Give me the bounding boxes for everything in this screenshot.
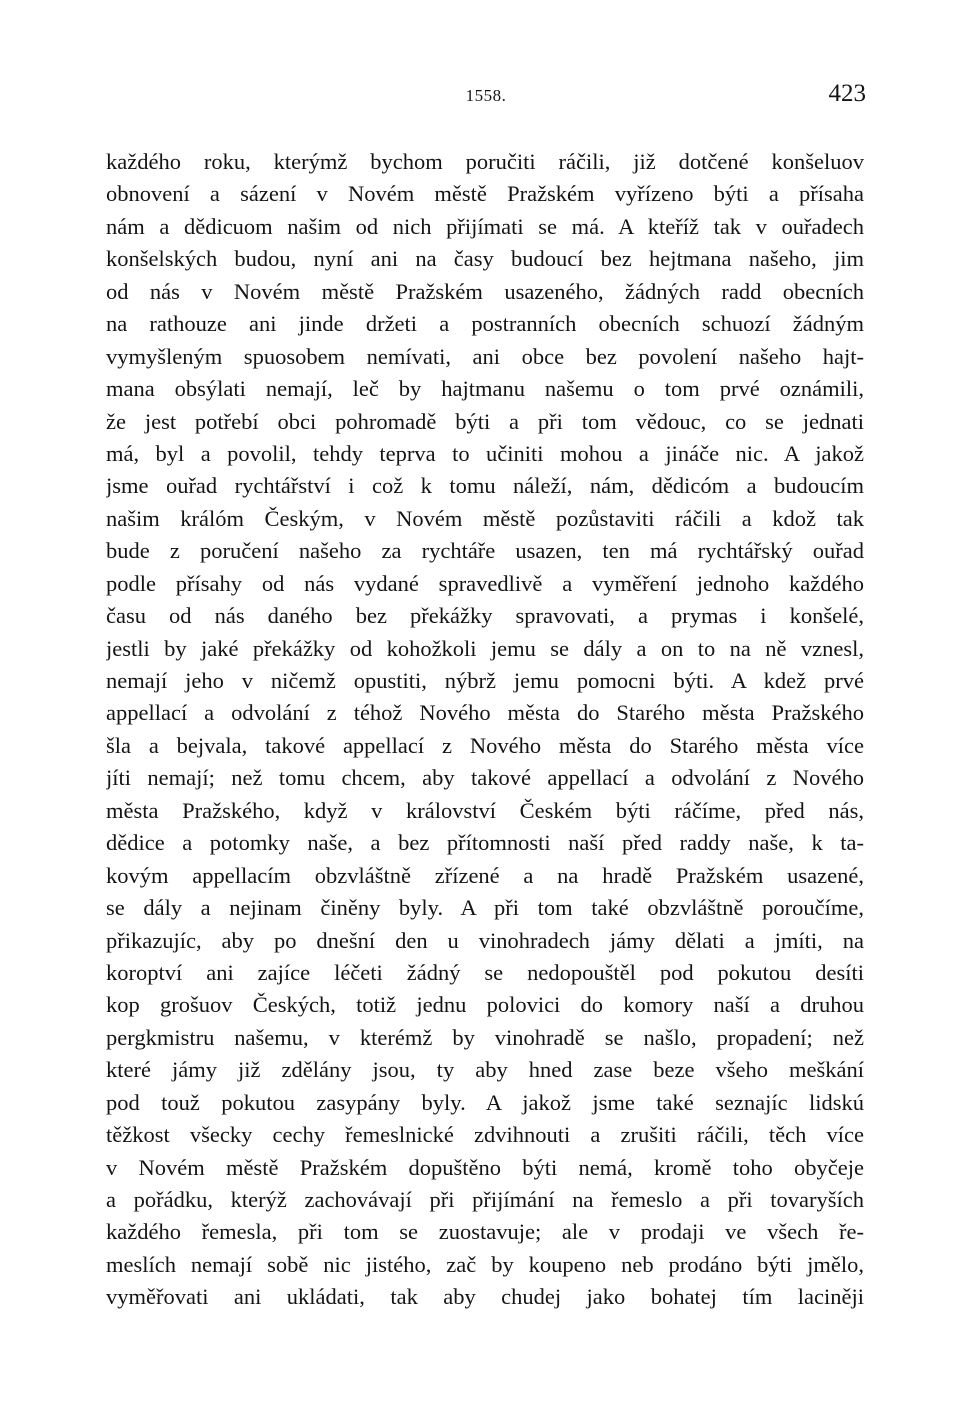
text-line: vyměřovati ani ukládati, tak aby chudej jako bohatej tím laciněji: [106, 1284, 864, 1310]
text-line: které jámy již zdělány jsou, ty aby hned zase beze všeho meškání: [106, 1057, 864, 1083]
text-line: jíti nemají; než tomu chcem, aby takové appellací a odvolání z Nového: [106, 765, 864, 791]
text-line: každého roku, kterýmž bychom poručiti ráčili, již dotčené konšeluov: [106, 149, 864, 174]
text-line: těžkost všecky cechy řemeslnické zdvihnouti a zrušiti ráčili, těch více: [106, 1122, 864, 1148]
text-line: pergkmistru našemu, v kterémž by vinohradě se našlo, propadení; než: [106, 1024, 864, 1050]
text-line: pod touž pokutou zasypány byly. A jakož jsme také seznajíc lidskú: [106, 1089, 864, 1115]
text-line: šla a bejvala, takové appellací z Nového města do Starého města více: [106, 732, 864, 758]
text-line: a pořádku, kterýž zachovávají při přijímání na řemeslo a při tovaryších: [106, 1187, 864, 1212]
text-line: nám a dědicuom našim od nich přijímati se má. A kteříž tak v ouřadech: [106, 213, 864, 239]
text-line: přikazujíc, aby po dnešní den u vinohradech jámy dělati a jmíti, na: [106, 927, 864, 953]
text-line: města Pražského, když v království Českém býti ráčíme, před nás,: [106, 797, 864, 823]
text-line: na rathouze ani jinde držeti a postranních obecních schuozí žádným: [106, 311, 864, 337]
text-line: podle přísahy od nás vydané spravedlivě a vyměření jednoho každého: [106, 570, 864, 596]
text-line: konšelských budou, nyní ani na časy budoucí bez hejtmana našeho, jim: [106, 246, 864, 272]
text-line: našim králóm Českým, v Novém městě pozůstaviti ráčili a kdož tak: [106, 505, 864, 531]
text-line: času od nás daného bez překážky spravovati, a prymas i konšelé,: [106, 603, 864, 629]
text-line: obnovení a sázení v Novém městě Pražském vyřízeno býti a přísaha: [106, 181, 864, 207]
text-line: appellací a odvolání z téhož Nového města do Starého města Pražského: [106, 700, 864, 726]
text-line: meslích nemají sobě nic jistého, zač by koupeno neb prodáno býti jmělo,: [106, 1251, 864, 1277]
text-line: bude z poručení našeho za rychtáře usazen, ten má rychtářský ouřad: [106, 538, 864, 564]
text-line: koroptví ani zajíce léčeti žádný se nedopouštěl pod pokutou desíti: [106, 959, 864, 985]
body-text: [106, 146, 864, 1314]
header-year: 1558.: [465, 86, 507, 105]
text-line: jestli by jaké překážky od kohožkoli jemu se dály a on to na ně vznesl,: [106, 635, 864, 661]
page-number: 423: [828, 80, 866, 107]
text-line: vymyšleným spuosobem nemívati, ani obce bez povolení našeho hajt-: [106, 343, 864, 369]
text-line: dědice a potomky naše, a bez přítomnosti naší před raddy naše, k ta-: [106, 830, 864, 856]
text-line: mana obsýlati nemají, leč by hajtmanu našemu o tom prvé oznámili,: [106, 376, 864, 402]
text-line: kop grošuov Českých, totiž jednu polovici do komory naší a druhou: [106, 992, 864, 1018]
text-line: každého řemesla, při tom se zuostavuje; ale v prodaji ve všech ře-: [106, 1219, 864, 1245]
text-line: kovým appellacím obzvláštně zřízené a na hradě Pražském usazené,: [106, 862, 864, 888]
text-line: nemají jeho v ničemž opustiti, nýbrž jemu pomocni býti. A kdež prvé: [106, 668, 864, 693]
text-line: jsme ouřad rychtářství i což k tomu náleží, nám, dědicóm a budoucím: [106, 473, 864, 499]
text-line: že jest potřebí obci pohromadě býti a při tom vědouc, co se jednati: [106, 408, 864, 434]
text-line: od nás v Novém městě Pražském usazeného, žádných radd obecních: [106, 278, 864, 304]
running-header: [106, 80, 866, 110]
text-line: se dály a nejinam činěny byly. A při tom také obzvláštně poroučíme,: [106, 895, 864, 921]
text-line: má, byl a povolil, tehdy teprva to učiniti mohou a jináče nic. A jakož: [106, 440, 864, 466]
text-line: v Novém městě Pražském dopuštěno býti nemá, kromě toho obyčeje: [106, 1154, 864, 1180]
